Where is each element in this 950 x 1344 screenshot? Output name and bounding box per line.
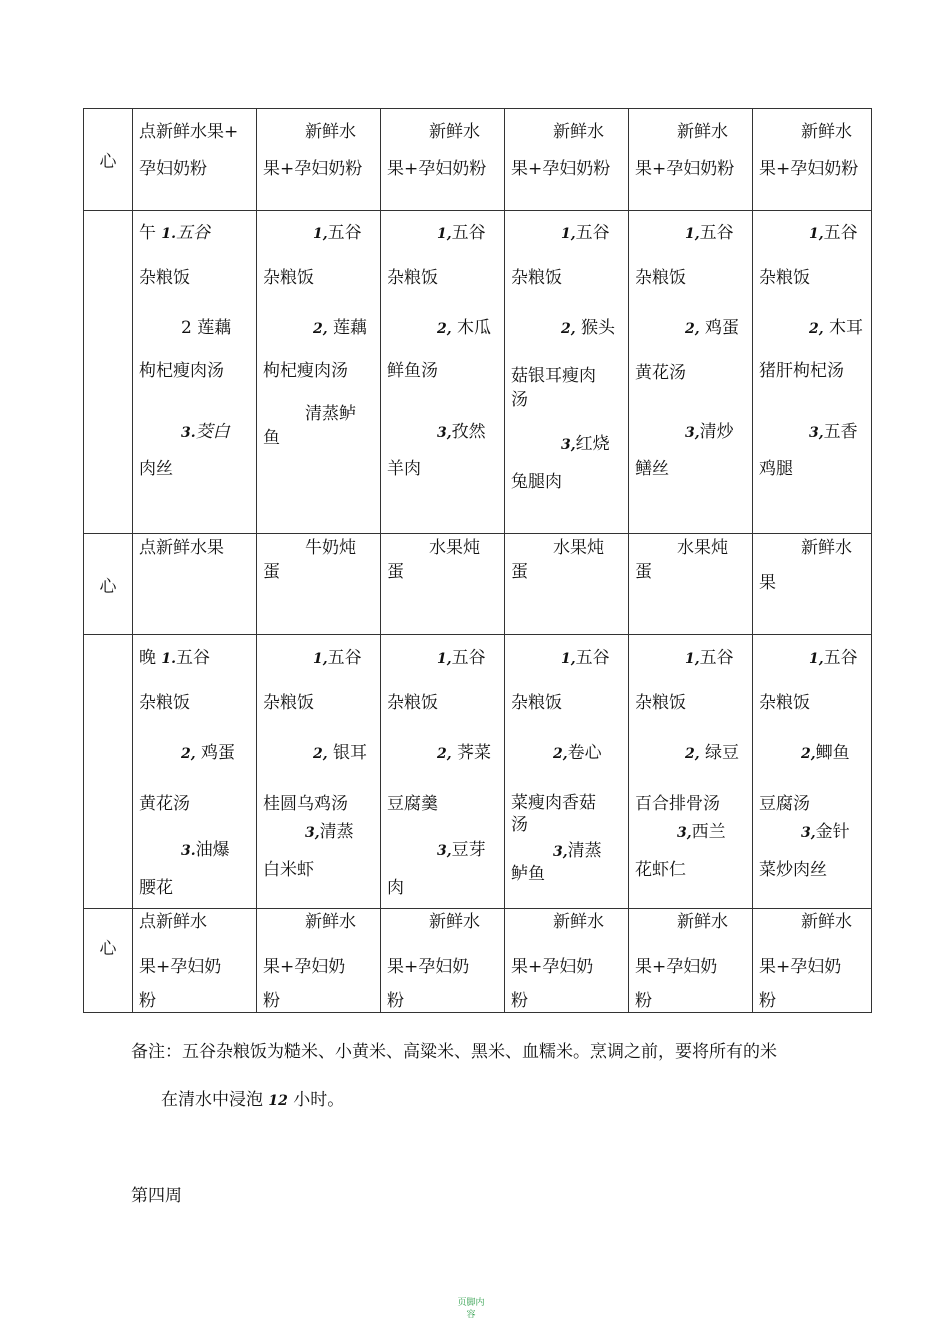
cell: 点新鲜水果+ 孕妇奶粉 bbox=[133, 109, 257, 211]
cell: 新鲜水 果+孕妇奶粉 bbox=[753, 109, 872, 211]
row-dinner bbox=[84, 635, 872, 909]
row-lunch bbox=[84, 211, 872, 534]
meal-plan-table bbox=[83, 108, 872, 1013]
cell: 午 1.五谷 杂粮饭 2 莲藕 枸杞瘦肉汤 3.茭白 肉丝 bbox=[133, 211, 257, 534]
row-label bbox=[84, 635, 133, 909]
cell: 1,五谷 杂粮饭 2, 荠菜 豆腐羹 3,豆芽 肉 bbox=[381, 635, 505, 909]
note-line-1: 备注：五谷杂粮饭为糙米、小黄米、高粱米、黑米、血糯米。烹调之前，要将所有的米 bbox=[131, 1042, 777, 1062]
cell: 1,五谷 杂粮饭 2, 木耳 猪肝枸杞汤 3,五香 鸡腿 bbox=[753, 211, 872, 534]
cell: 新鲜水 果+孕妇奶 粉 bbox=[381, 909, 505, 1013]
cell: 水果炖 蛋 bbox=[505, 534, 629, 635]
cell: 牛奶炖 蛋 bbox=[257, 534, 381, 635]
cell: 新鲜水 果+孕妇奶 粉 bbox=[753, 909, 872, 1013]
row-label: 心 bbox=[84, 534, 133, 635]
row-snack-1 bbox=[84, 109, 872, 211]
row-label bbox=[84, 211, 133, 534]
cell: 1,五谷 杂粮饭 2, 绿豆 百合排骨汤 3,西兰 花虾仁 bbox=[629, 635, 753, 909]
cell: 1,五谷 杂粮饭 2, 鸡蛋 黄花汤 3,清炒 鳝丝 bbox=[629, 211, 753, 534]
cell: 1,五谷 杂粮饭 2, 莲藕 枸杞瘦肉汤 清蒸鲈 鱼 bbox=[257, 211, 381, 534]
cell: 新鲜水 果+孕妇奶 粉 bbox=[629, 909, 753, 1013]
cell: 水果炖 蛋 bbox=[381, 534, 505, 635]
cell: 新鲜水 果+孕妇奶粉 bbox=[381, 109, 505, 211]
week-heading: 第四周 bbox=[131, 1186, 182, 1206]
cell: 晚 1.五谷 杂粮饭 2, 鸡蛋 黄花汤 3.油爆 腰花 bbox=[133, 635, 257, 909]
cell: 新鲜水 果+孕妇奶粉 bbox=[257, 109, 381, 211]
cell: 新鲜水 果+孕妇奶粉 bbox=[629, 109, 753, 211]
cell: 新鲜水 果 bbox=[753, 534, 872, 635]
cell: 1,五谷 杂粮饭 2,鲫鱼 豆腐汤 3,金针 菜炒肉丝 bbox=[753, 635, 872, 909]
cell: 1,五谷 杂粮饭 2, 木瓜 鲜鱼汤 3,孜然 羊肉 bbox=[381, 211, 505, 534]
cell: 点新鲜水果 bbox=[133, 534, 257, 635]
row-snack-2 bbox=[84, 534, 872, 635]
row-snack-3 bbox=[84, 909, 872, 1013]
cell: 水果炖 蛋 bbox=[629, 534, 753, 635]
row-label: 心 bbox=[84, 109, 133, 211]
cell: 1,五谷 杂粮饭 2, 银耳 桂圆乌鸡汤 3,清蒸 白米虾 bbox=[257, 635, 381, 909]
row-label: 心 bbox=[84, 909, 133, 1013]
cell: 1,五谷 杂粮饭 2,卷心 菜瘦肉香菇 汤 3,清蒸 鲈鱼 bbox=[505, 635, 629, 909]
cell: 1,五谷 杂粮饭 2, 猴头 菇银耳瘦肉 汤 3,红烧 兔腿肉 bbox=[505, 211, 629, 534]
note-line-2: 在清水中浸泡 12 小时。 bbox=[161, 1090, 345, 1110]
cell: 新鲜水 果+孕妇奶 粉 bbox=[505, 909, 629, 1013]
page-footer: 页脚内 容 bbox=[457, 1298, 485, 1320]
cell: 新鲜水 果+孕妇奶粉 bbox=[505, 109, 629, 211]
cell: 点新鲜水 果+孕妇奶 粉 bbox=[133, 909, 257, 1013]
cell: 新鲜水 果+孕妇奶 粉 bbox=[257, 909, 381, 1013]
